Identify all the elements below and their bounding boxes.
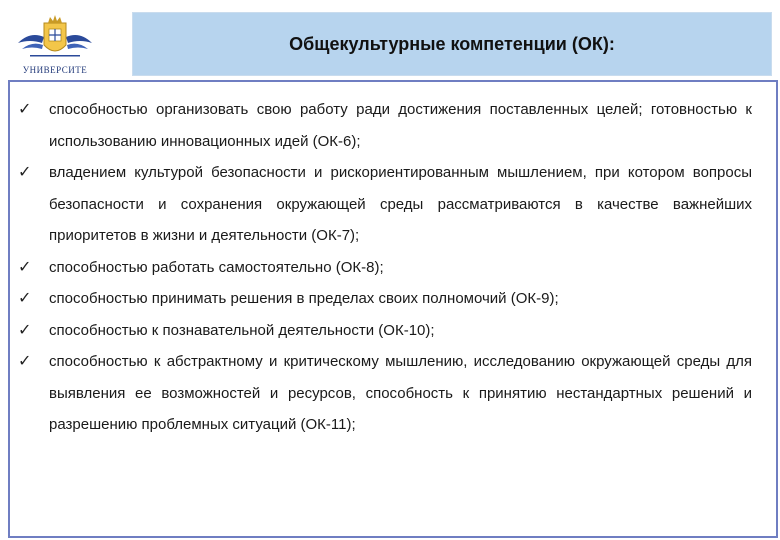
list-item — [18, 283, 752, 315]
checkmark-icon: ✓ — [18, 164, 32, 181]
list-item-text: способностью принимать решения в пределах своих полномочий (ОК-9); — [49, 290, 559, 307]
checkmark-icon: ✓ — [18, 290, 32, 307]
checkmark-icon: ✓ — [18, 321, 32, 339]
list-item-text: способностью к абстрактному и критическому мышлению, исследованию окружающей среды для выявления ее возможностей и ресурсов, способность к принятию нестандартных решений и разрешению проблемных ситуаций (ОК-11); — [49, 353, 752, 433]
checkmark-icon: ✓ — [18, 101, 32, 118]
list-item-text: способностью организовать свою работу ради достижения поставленных целей; готовностью к использованию инновационных идей (ОК-6); — [49, 101, 752, 150]
list-item-text: способностью к познавательной деятельности (ОК-10); — [49, 321, 435, 339]
list-item — [18, 252, 752, 284]
list-item-text: способностью работать самостоятельно (ОК-8); — [49, 258, 384, 276]
university-logo — [10, 9, 130, 79]
checkmark-icon: ✓ — [18, 258, 32, 276]
list-item — [18, 157, 752, 252]
list-item — [18, 94, 752, 157]
logo-caption: УНИВЕРСИТЕ — [22, 65, 88, 75]
checkmark-icon: ✓ — [18, 353, 32, 370]
list-item-text: владением культурой безопасности и рискориентированным мышлением, при котором вопросы безопасности и сохранения окружающей среды рассматриваются в качестве важнейших приоритетов в жизни и деятельности (ОК-7); — [49, 164, 752, 244]
university-emblem-icon — [10, 9, 100, 65]
slide-title: Общекультурные компетенции (ОК): — [132, 12, 772, 76]
competence-list — [18, 94, 752, 441]
list-item — [18, 315, 752, 347]
list-item — [18, 346, 752, 441]
